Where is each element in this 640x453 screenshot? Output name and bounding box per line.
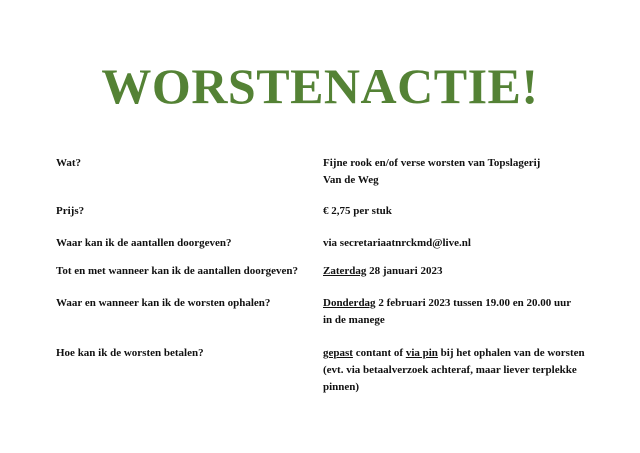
answer-what-line-2: Van de Weg bbox=[323, 174, 379, 186]
answer-payment-line-2: (evt. via betaalverzoek achteraf, maar liever terplekke bbox=[323, 364, 577, 376]
answer-payment-line-3: pinnen) bbox=[323, 381, 360, 393]
answer-pickup-line-1 bbox=[323, 295, 603, 312]
answer-payment-line-1 bbox=[323, 345, 603, 362]
answer-deadline-line-1 bbox=[323, 263, 603, 280]
payment-cash: contant of bbox=[352, 347, 406, 359]
question-pickup: Waar en wanneer kan ik de worsten ophalen? bbox=[56, 297, 271, 309]
answer-where-submit bbox=[323, 235, 603, 252]
answer-payment bbox=[323, 345, 603, 396]
answer-what-line-1: Fijne rook en/of verse worsten van Topslagerij bbox=[323, 157, 541, 169]
payment-at-pickup: bij het ophalen van de worsten bbox=[437, 347, 585, 359]
answer-pickup-line-2: in de manege bbox=[323, 314, 385, 326]
answer-pickup bbox=[323, 295, 603, 329]
answer-what bbox=[323, 155, 603, 189]
deadline-date: 28 januari 2023 bbox=[366, 265, 443, 277]
pickup-day: Donderdag bbox=[323, 297, 376, 309]
payment-exact: gepast bbox=[323, 347, 353, 359]
email-address: via secretariaatnrckmd@live.nl bbox=[323, 237, 471, 249]
question-payment: Hoe kan ik de worsten betalen? bbox=[56, 347, 204, 359]
answer-price-line-1: € 2,75 per stuk bbox=[323, 205, 392, 217]
question-where-submit: Waar kan ik de aantallen doorgeven? bbox=[56, 237, 232, 249]
question-price: Prijs? bbox=[56, 205, 85, 217]
answer-deadline bbox=[323, 263, 603, 280]
question-what: Wat? bbox=[56, 157, 82, 169]
answer-price bbox=[323, 203, 603, 220]
payment-pin: via pin bbox=[405, 347, 438, 359]
question-deadline: Tot en met wanneer kan ik de aantallen doorgeven? bbox=[56, 265, 299, 277]
page-title: WORSTENACTIE! bbox=[101, 58, 539, 114]
pickup-time: 2 februari 2023 tussen 19.00 en 20.00 uur bbox=[375, 297, 572, 309]
deadline-day: Zaterdag bbox=[323, 265, 367, 277]
